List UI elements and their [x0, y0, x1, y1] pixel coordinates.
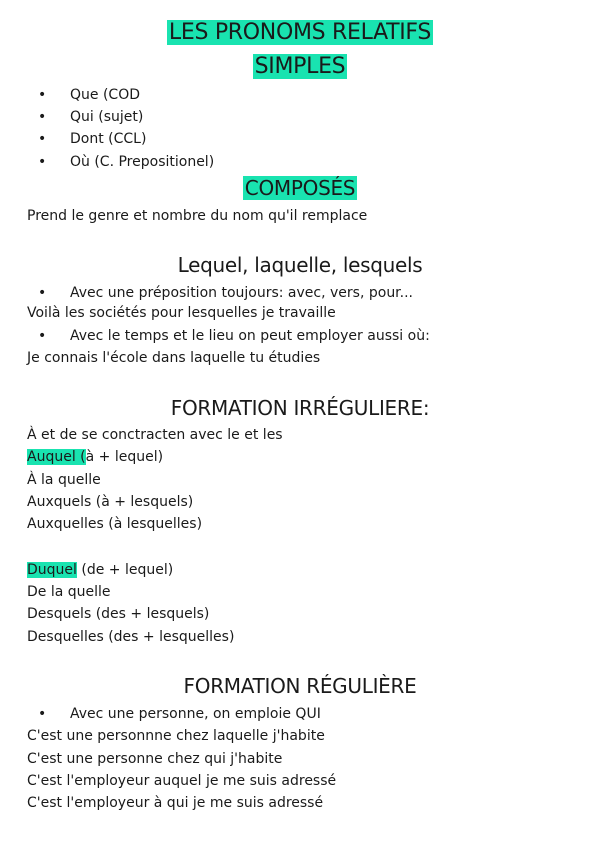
composes-heading-text: COMPOSÉS: [244, 176, 356, 200]
reguliere-example: C'est une personne chez qui j'habite: [27, 751, 283, 767]
simples-item-text: Où (C. Prepositionel): [70, 154, 215, 170]
composes-intro: Prend le genre et nombre du nom qu'il remplace: [27, 208, 368, 224]
reguliere-example: C'est une personnne chez laquelle j'habite: [27, 728, 325, 744]
de-group-item: De la quelle: [27, 584, 111, 600]
reguliere-heading: FORMATION RÉGULIÈRE: [183, 674, 417, 698]
lequel-bullet-text: Avec le temps et le lieu on peut employer aussi où:: [70, 328, 430, 344]
irreguliere-heading: FORMATION IRRÉGULIERE:: [170, 396, 430, 420]
de-group-item: Desquels (des + lesquels): [27, 606, 210, 622]
lequel-bullet: [38, 325, 430, 347]
reguliere-bullet: [38, 703, 321, 725]
simples-item: [38, 84, 140, 106]
duquel-line: [27, 559, 173, 581]
simples-item-text: Que (COD: [70, 87, 140, 103]
bullet-icon: •: [38, 87, 47, 103]
reguliere-example: C'est l'employeur auquel je me suis adressé: [27, 773, 337, 789]
duquel-highlight: Duquel: [27, 562, 77, 578]
lequel-heading: Lequel, laquelle, lesquels: [177, 253, 423, 277]
lequel-bullet: [38, 282, 413, 304]
bullet-icon: •: [38, 328, 47, 344]
duquel-rest: (de + lequel): [76, 562, 174, 578]
de-group-item: Desquelles (des + lesquelles): [27, 629, 235, 645]
simples-item: [38, 106, 143, 128]
auquel-highlight: Auquel (: [27, 449, 86, 465]
lequel-example: Je connais l'école dans laquelle tu étudies: [27, 350, 321, 366]
bullet-icon: •: [38, 154, 47, 170]
simples-item: [38, 128, 146, 150]
composes-heading: [0, 174, 600, 202]
reguliere-bullet-text: Avec une personne, on emploie QUI: [70, 706, 321, 722]
irreguliere-intro: À et de se conctracten avec le et les: [27, 427, 283, 443]
title-text-2: SIMPLES: [254, 54, 346, 79]
a-group-item: Auxquels (à + lesquels): [27, 494, 194, 510]
title-text-1: LES PRONOMS RELATIFS: [168, 20, 432, 45]
title-line-1: [0, 18, 600, 48]
bullet-icon: •: [38, 109, 47, 125]
simples-item-text: Qui (sujet): [70, 109, 144, 125]
lequel-bullet-text: Avec une préposition toujours: avec, vers, pour...: [70, 285, 414, 301]
auquel-rest: à + lequel): [85, 449, 164, 465]
a-group-item: À la quelle: [27, 472, 101, 488]
reguliere-example: C'est l'employeur à qui je me suis adressé: [27, 795, 324, 811]
bullet-icon: •: [38, 131, 47, 147]
simples-item: [38, 151, 214, 173]
simples-item-text: Dont (CCL): [70, 131, 147, 147]
auquel-line: [27, 446, 163, 468]
bullet-icon: •: [38, 285, 47, 301]
a-group-item: Auxquelles (à lesquelles): [27, 516, 203, 532]
title-line-2: [0, 52, 600, 82]
lequel-example: Voilà les sociétés pour lesquelles je travaille: [27, 305, 336, 321]
bullet-icon: •: [38, 706, 47, 722]
